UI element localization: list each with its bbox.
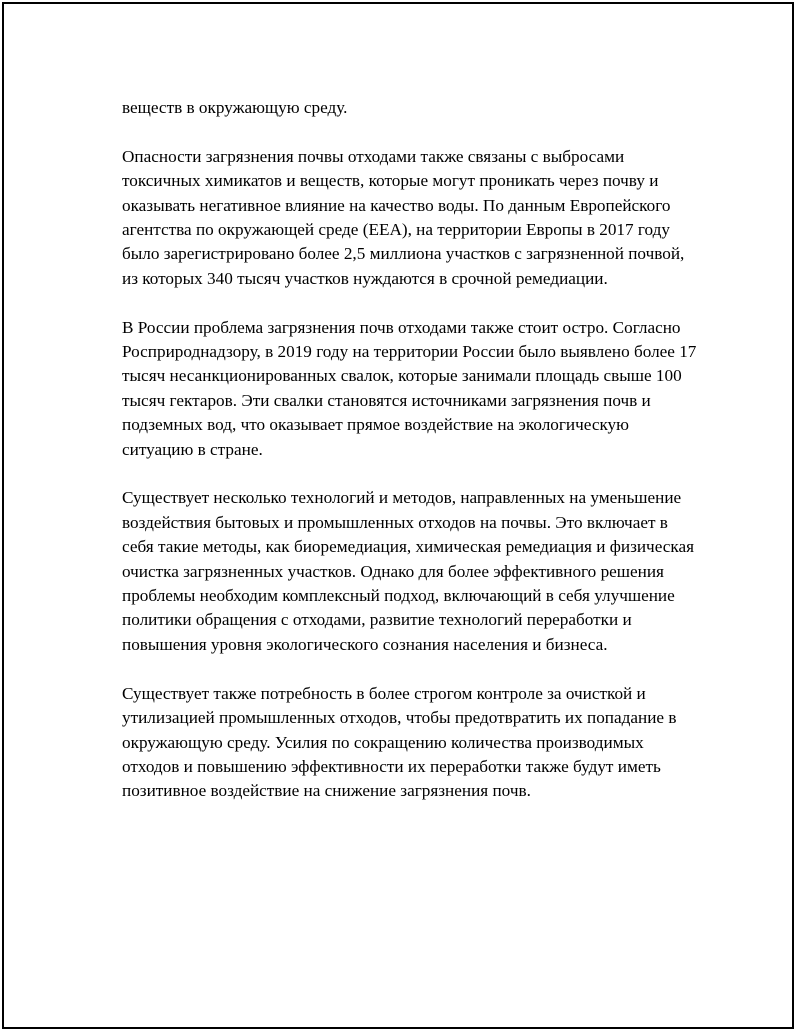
paragraph-remediation-technologies: Существует несколько технологий и методов, направленных на уменьшение воздействия бытовых и промышленных отходов на почвы. Это включает в себя такие методы, как биоремедиация, химическая ремедиация и физическая очистка загрязненных участков. Однако для более эффективного решения проблемы необходим комплексный подход, включающий в себя улучшение политики обращения с отходами, развитие технологий переработки и повышения уровня экологического сознания населения и бизнеса.	[122, 488, 695, 654]
paragraph-industrial-waste-control: Существует также потребность в более строгом контроле за очисткой и утилизацией промышленных отходов, чтобы предотвратить их попадание в окружающую среду. Усилия по сокращению количества производимых отходов и повышению эффективности их переработки также будут иметь позитивное воздействие на снижение загрязнения почв.	[122, 683, 677, 801]
paragraph-soil-toxic-emissions: Опасности загрязнения почвы отходами также связаны с выбросами токсичных химикатов и веществ, которые могут проникать через почву и оказывать негативное влияние на качество воды. По данным Европейского агентства по окружающей среде (EEA), на территории Европы в 2017 году было зарегистрировано более 2,5 миллиона участков с загрязненной почвой, из которых 340 тысяч участков нуждаются в срочной ремедиации.	[122, 146, 685, 288]
paragraph-russia-landfills: В России проблема загрязнения почв отходами также стоит остро. Согласно Росприроднадзору, в 2019 году на территории России было выявлено более 17 тысяч несанкционированных свалок, которые занимали площадь свыше 100 тысяч гектаров. Эти свалки становятся источниками загрязнения почв и подземных вод, что оказывает прямое воздействие на экологическую ситуацию в стране.	[122, 317, 697, 459]
document-page	[2, 2, 794, 1029]
paragraph-continuation: веществ в окружающую среду.	[122, 98, 348, 117]
document-body	[122, 96, 702, 804]
